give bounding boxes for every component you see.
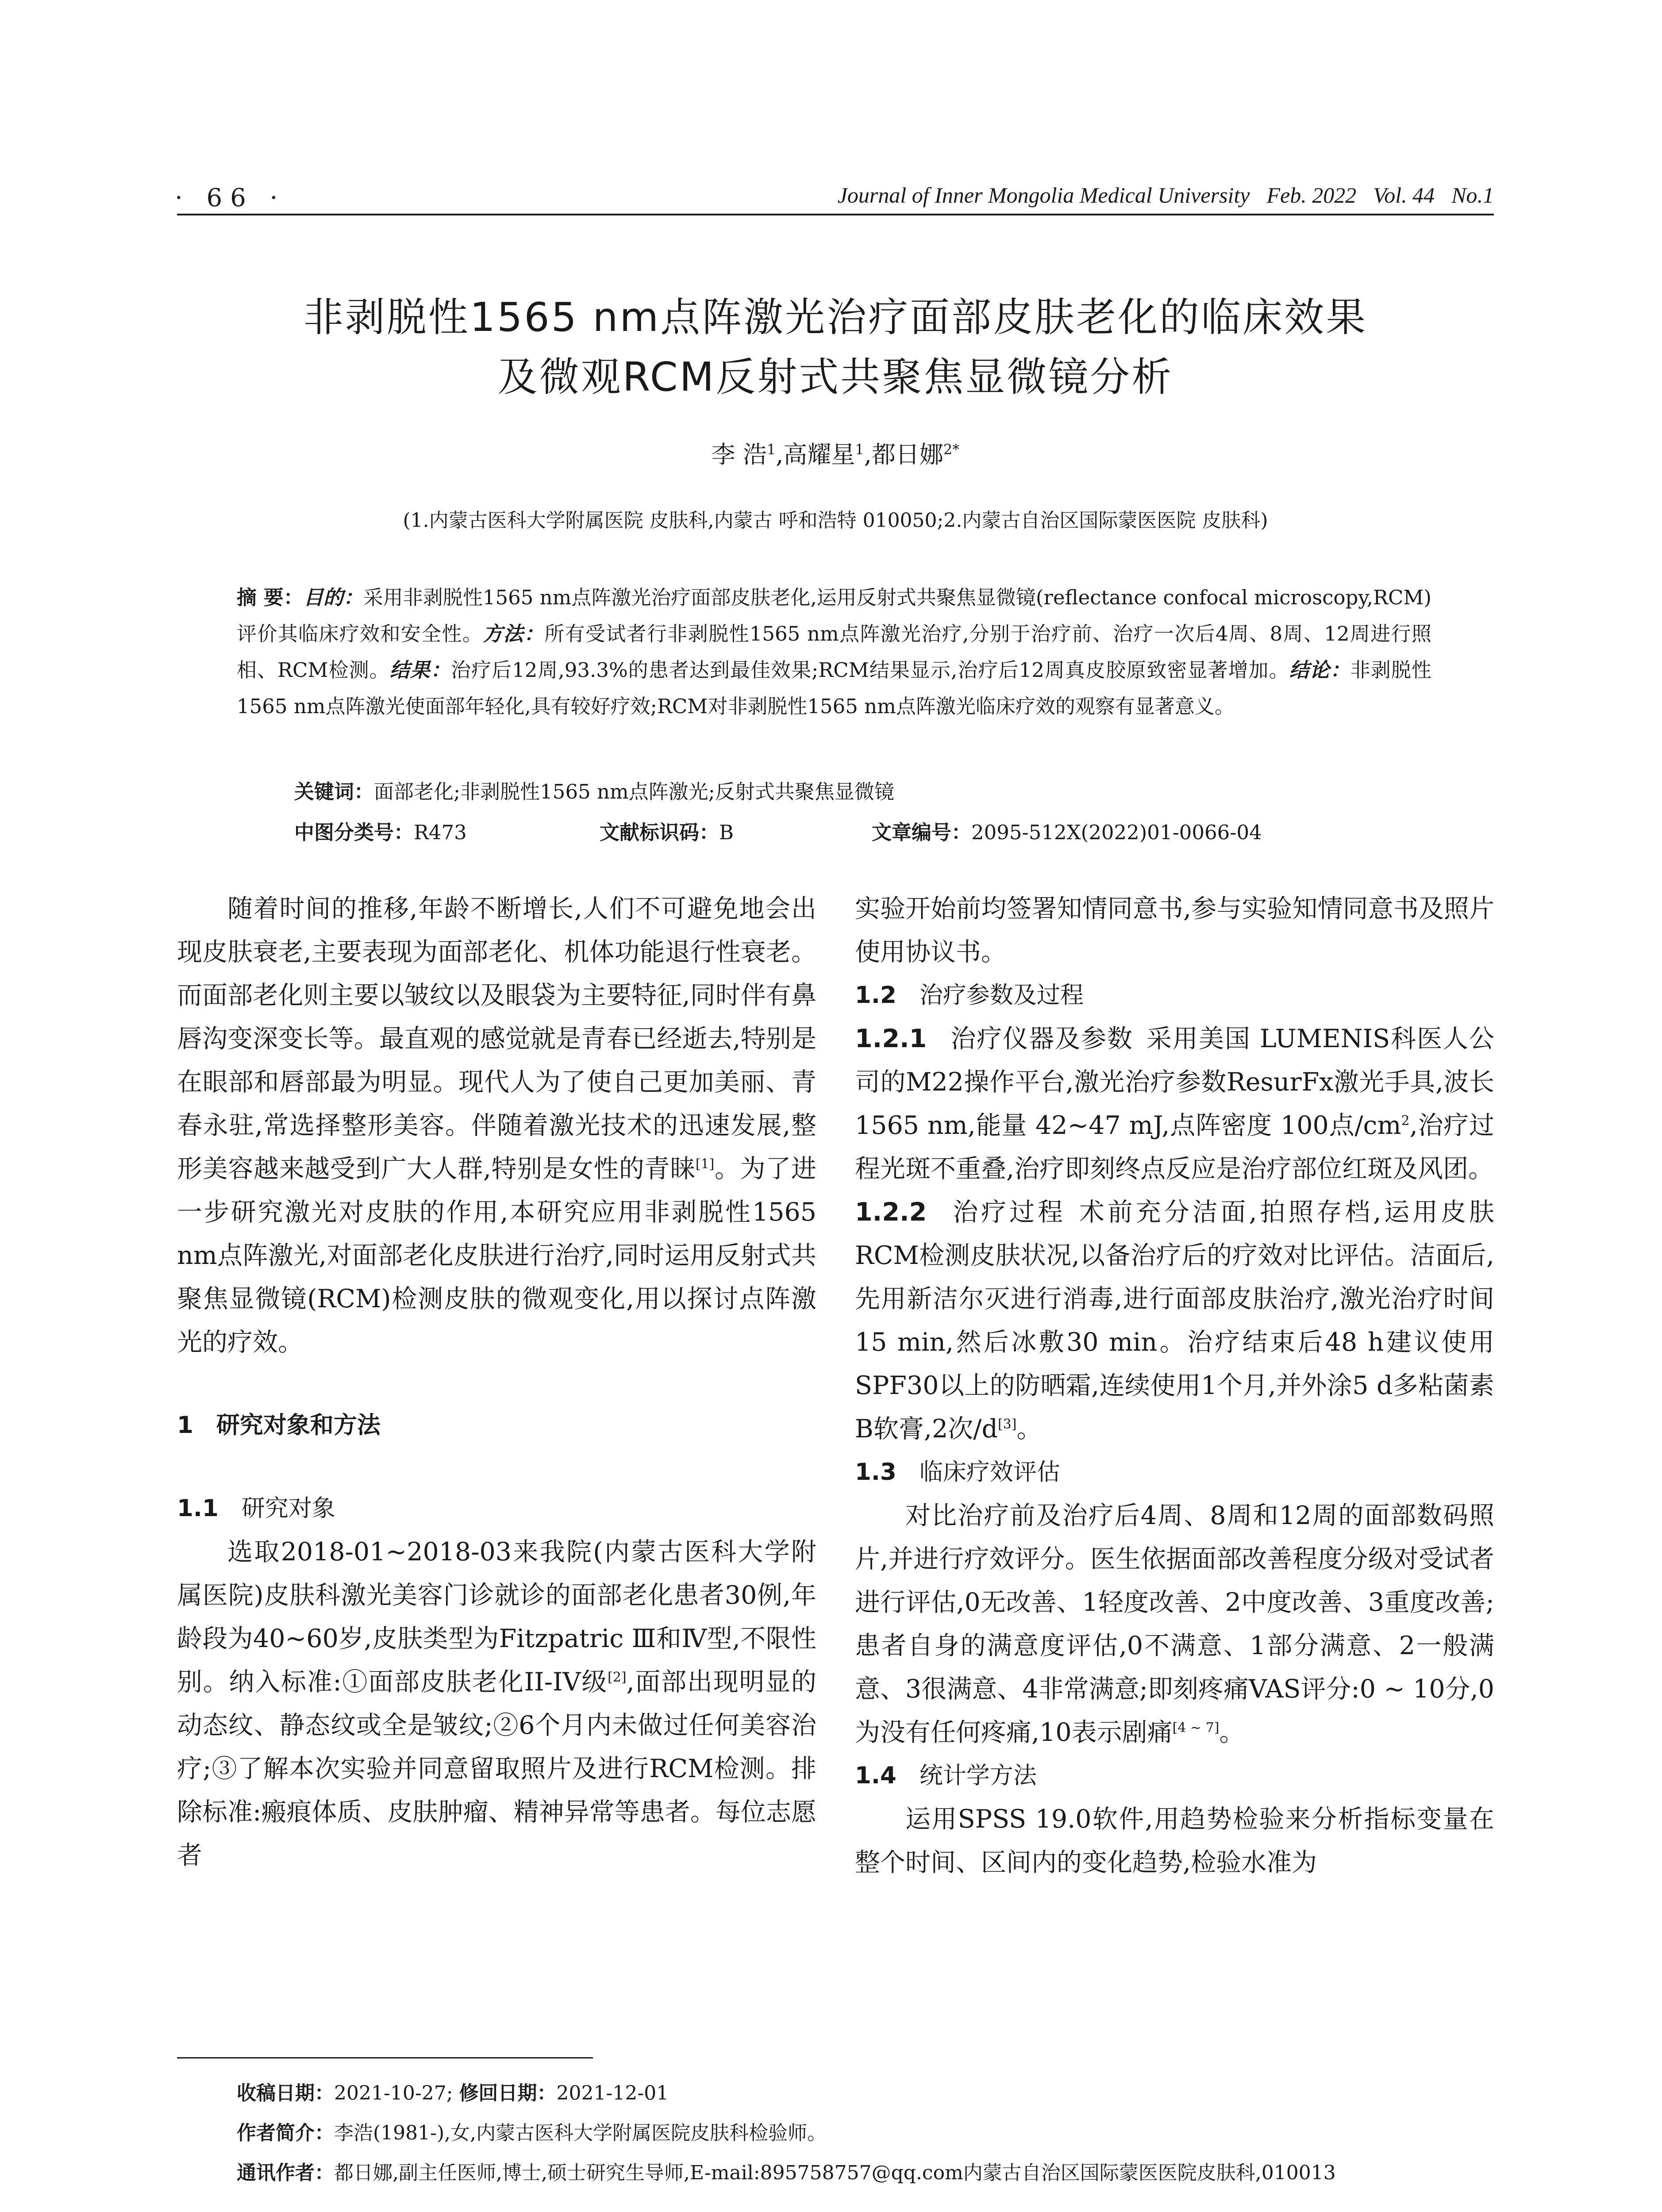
statistics-paragraph: 运用SPSS 19.0软件,用趋势检验来分析指标变量在整个时间、区间内的变化趋势,检验水准为 bbox=[855, 1805, 1494, 1877]
intro-text-b: 。为了进一步研究激光对皮肤的作用,本研究应用非剥脱性1565 nm点阵激光,对面部老化皮肤进行治疗,同时运用反射式共聚焦显微镜(RCM)检测皮肤的微观变化,用以探讨点阵激光的疗效。 bbox=[177, 1154, 816, 1357]
superscript: 2 bbox=[1401, 1113, 1410, 1129]
instrument-paragraph bbox=[855, 1017, 1494, 1190]
subsection-heading-1-4 bbox=[855, 1754, 1494, 1797]
results-text: 治疗后12周,93.3%的患者达到最佳效果;RCM结果显示,治疗后12周真皮胶原致密显著增加。 bbox=[450, 658, 1289, 682]
results-label: 结果： bbox=[389, 658, 451, 682]
subjects-text-a: 选取2018-01~2018-03来我院(内蒙古医科大学附属医院)皮肤科激光美容门诊就诊的面部老化患者30例,年龄段为40~60岁,皮肤类型为Fitzpatric Ⅲ和Ⅳ型,不限性别。纳入标准:①面部皮肤老化II-IV级 bbox=[177, 1537, 816, 1697]
subsection-number: 1.3 bbox=[855, 1459, 896, 1486]
subsubsection-title: 治疗过程 bbox=[950, 1198, 1066, 1227]
footnote-corresponding-author bbox=[237, 2157, 1336, 2185]
conclusion-label: 结论： bbox=[1289, 658, 1350, 682]
author-name: 李 浩 bbox=[711, 441, 767, 469]
efficacy-text-b: 。 bbox=[1219, 1718, 1245, 1747]
subsubsection-number: 1.2.1 bbox=[855, 1024, 927, 1053]
keywords-label: 关键词： bbox=[294, 780, 374, 803]
subsection-heading-1-2 bbox=[855, 974, 1494, 1017]
doc-code-label: 文献标识码： bbox=[600, 821, 719, 844]
article-number-label: 文章编号： bbox=[872, 821, 972, 844]
issue-number: No.1 bbox=[1451, 183, 1494, 207]
subsubsection-number: 1.2.2 bbox=[855, 1198, 927, 1227]
subsection-title: 治疗参数及过程 bbox=[919, 982, 1084, 1009]
article-number-value: 2095-512X(2022)01-0066-04 bbox=[971, 821, 1262, 844]
journal-name: Journal of Inner Mongolia Medical University bbox=[837, 183, 1250, 207]
instrument-text-b: ,治疗过程光斑不重叠,治疗即刻终点反应是治疗部位红斑及风团。 bbox=[855, 1111, 1495, 1183]
continued-paragraph: 实验开始前均签署知情同意书,参与实验知情同意书及照片使用协议书。 bbox=[855, 894, 1494, 967]
author-affiliation-mark: 2* bbox=[943, 441, 960, 458]
subjects-paragraph bbox=[177, 1530, 816, 1877]
footnote-dates bbox=[237, 2077, 669, 2105]
body-right-column bbox=[855, 887, 1494, 1884]
objective-text: 采用非剥脱性1565 nm点阵激光治疗面部皮肤老化,运用反射式共聚焦显微镜(reflectance confocal microscopy,RCM)评价其临床疗效和安全性。 bbox=[237, 586, 1432, 645]
section-number: 1 bbox=[177, 1412, 193, 1439]
efficacy-text-a: 对比治疗前及治疗后4周、8周和12周的面部数码照片,并进行疗效评分。医生依据面部改善程度分级对受试者进行评估,0无改善、1轻度改善、2中度改善、3重度改善;患者自身的满意度评估,0不满意、1部分满意、2一般满意、3很满意、4非常满意;即刻疼痛VAS评分:0 ~ 10分,0为没有任何疼痛,10表示剧痛 bbox=[855, 1501, 1494, 1747]
running-head bbox=[838, 182, 1494, 208]
intro-text-a: 随着时间的推移,年龄不断增长,人们不可避免地会出现皮肤衰老,主要表现为面部老化、机体功能退行性衰老。而面部老化则主要以皱纹以及眼袋为主要特征,同时伴有鼻唇沟变深变长等。最直观的感觉就是青春已经逝去,特别是在眼部和唇部最为明显。现代人为了使自己更加美丽、青春永驻,常选择整形美容。伴随着激光技术的迅速发展,整形美容越来越受到广大人群,特别是女性的青睐 bbox=[177, 894, 816, 1183]
procedure-text-b: 。 bbox=[1016, 1414, 1042, 1444]
citation: [2] bbox=[608, 1670, 627, 1685]
section-title: 研究对象和方法 bbox=[216, 1412, 381, 1439]
objective-label: 目的： bbox=[303, 586, 363, 609]
methods-text: 所有受试者行非剥脱性1565 nm点阵激光治疗,分别于治疗前、治疗一次后4周、8周、12周进行照相、RCM检测。 bbox=[237, 622, 1431, 682]
author-bio-label: 作者简介： bbox=[237, 2122, 334, 2144]
subsection-number: 1.2 bbox=[855, 982, 896, 1009]
conclusion-text: 非剥脱性1565 nm点阵激光使面部年轻化,具有较好疗效;RCM对非剥脱性1565 nm点阵激光临床疗效的观察有显著意义。 bbox=[237, 658, 1431, 718]
header-rule bbox=[177, 214, 1494, 215]
revised-label: 修回日期： bbox=[459, 2082, 557, 2104]
volume: Vol. 44 bbox=[1373, 183, 1435, 207]
subsection-title: 临床疗效评估 bbox=[919, 1459, 1060, 1486]
author-bio-text: 李浩(1981-),女,内蒙古医科大学附属医院皮肤科检验师。 bbox=[334, 2122, 827, 2144]
body-left-column bbox=[177, 887, 816, 1877]
abstract-label: 摘 要： bbox=[237, 586, 304, 609]
subsection-heading-1-1 bbox=[177, 1487, 816, 1530]
affiliations: (1.内蒙古医科大学附属医院 皮肤科,内蒙古 呼和浩特 010050;2.内蒙古自治区国际蒙医医院 皮肤科) bbox=[403, 509, 1268, 532]
intro-paragraph bbox=[177, 887, 816, 1364]
keywords bbox=[294, 776, 894, 804]
author-name: 都日娜 bbox=[871, 441, 943, 469]
citation: [3] bbox=[997, 1417, 1017, 1432]
article-title-line-2: 及微观RCM反射式共聚焦显微镜分析 bbox=[497, 354, 1173, 400]
footnote-rule bbox=[177, 2057, 593, 2058]
subsection-title: 研究对象 bbox=[241, 1495, 335, 1522]
issue-date: Feb. 2022 bbox=[1266, 183, 1357, 207]
keywords-value: 面部老化;非剥脱性1565 nm点阵激光;反射式共聚焦显微镜 bbox=[374, 780, 894, 803]
author-name: 高耀星 bbox=[783, 441, 855, 469]
section-heading-1 bbox=[177, 1404, 816, 1447]
subjects-text-b: ,面部出现明显的动态纹、静态纹或全是皱纹;②6个月内未做过任何美容治疗;③了解本次实验并同意留取照片及进行RCM检测。排除标准:瘢痕体质、皮肤肿瘤、精神异常等患者。每位志愿者 bbox=[177, 1667, 816, 1870]
received-label: 收稿日期： bbox=[237, 2082, 334, 2104]
instrument-text-a: 采用美国 LUMENIS科医人公司的M22操作平台,激光治疗参数ResurFx激光手具,波长 1565 nm,能量 42~47 mJ,点阵密度 100点/cm bbox=[855, 1024, 1494, 1140]
procedure-paragraph bbox=[855, 1190, 1494, 1451]
author-list: 李 浩$^1$,高耀星$^1$,都日娜$^{2*}$ bbox=[711, 441, 960, 469]
author-affiliation-mark: 1 bbox=[855, 441, 864, 458]
article-title-line-1: 非剥脱性1565 nm点阵激光治疗面部皮肤老化的临床效果 bbox=[303, 294, 1368, 341]
revised-date: 2021-12-01 bbox=[556, 2082, 669, 2104]
clc-label: 中图分类号： bbox=[294, 821, 414, 844]
corresponding-label: 通讯作者： bbox=[237, 2162, 334, 2184]
received-date: 2021-10-27; bbox=[334, 2082, 453, 2104]
subsubsection-title: 治疗仪器及参数 bbox=[950, 1024, 1134, 1053]
clc-value: R473 bbox=[414, 821, 467, 844]
subsection-number: 1.4 bbox=[855, 1762, 896, 1789]
abstract bbox=[237, 580, 1431, 725]
efficacy-paragraph bbox=[855, 1494, 1494, 1754]
citation: [1] bbox=[695, 1156, 715, 1172]
methods-label: 方法： bbox=[483, 622, 545, 645]
subsection-title: 统计学方法 bbox=[919, 1762, 1037, 1789]
subsection-heading-1-3 bbox=[855, 1451, 1494, 1494]
doc-code-value: B bbox=[719, 821, 734, 844]
classification-row bbox=[294, 816, 1262, 845]
corresponding-text: 都日娜,副主任医师,博士,硕士研究生导师,E-mail:895758757@qq.com内蒙古自治区国际蒙医医院皮肤科,010013 bbox=[334, 2162, 1336, 2184]
citation: [4 ~ 7] bbox=[1172, 1720, 1220, 1736]
author-affiliation-mark: 1 bbox=[766, 441, 776, 458]
subsection-number: 1.1 bbox=[177, 1495, 219, 1522]
page-number: · 66 · bbox=[175, 184, 286, 212]
procedure-text-a: 术前充分洁面,拍照存档,运用皮肤RCM检测皮肤状况,以备治疗后的疗效对比评估。洁面后,先用新洁尔灭进行消毒,进行面部皮肤治疗,激光治疗时间15 min,然后冰敷30 min。治疗结束后48 h建议使用SPF30以上的防晒霜,连续使用1个月,并外涂5 d多粘菌素B软膏,2次/d bbox=[855, 1198, 1494, 1444]
footnote-author-bio bbox=[237, 2117, 827, 2145]
